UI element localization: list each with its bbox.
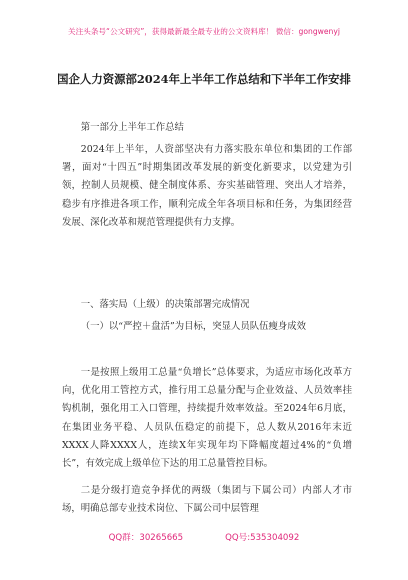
intro-paragraph: 2024年上半年，人资部坚决有力落实股东单位和集团的工作部署，面对“十四五”时期集团改革发展的新变化新要求，以党建为引领，控制人员规模、健全制度体系、夯实基础管理、突出人才培养，稳步有序推进各项工作，顺利完成全年各项目标和任务，为集团经营发展、深化改革和规范管理提供有力支撑。 [62, 144, 352, 228]
section-heading: 第一部分上半年工作总结 [80, 122, 184, 133]
top-banner: 关注头条号“公文研究”，获得最新最全最专业的公文资料库！ 微信：gongwenyj [68, 27, 340, 36]
body-paragraph-1: 一是按照上级用工总量“负增长”总体要求，为适应市场化改革方向，优化用工管控方式，推行用工总量分配与企业效益、人员效率挂钩机制，强化用工入口管理，持续提升效率效益。至2024年6月底，在集团业务平稳、人员队伍稳定的前提下，总人数从2016年末近XXXX人降XXXX人，连续X年实现年均下降幅度超过4%的“负增长”，有效完成上级单位下达的用工总量管控目标。 [62, 367, 352, 470]
document-title: 国企人力资源部2024年上半年工作总结和下半年工作安排 [57, 72, 351, 86]
body-paragraph-2: 二是分级打造竞争择优的两级（集团与下属公司）内部人才市场，明确总部专业技术岗位、下属公司中层管理 [62, 485, 352, 515]
footer-contact [0, 531, 408, 543]
subsection-heading: 一、落实局（上级）的决策部署完成情况 [80, 299, 250, 310]
qq-number: QQ号:535304092 [225, 533, 300, 543]
qq-group: QQ群：30265665 [108, 533, 184, 543]
item-heading: （一）以“严控＋盘活”为目标，突显人员队伍瘦身成效 [80, 321, 307, 332]
